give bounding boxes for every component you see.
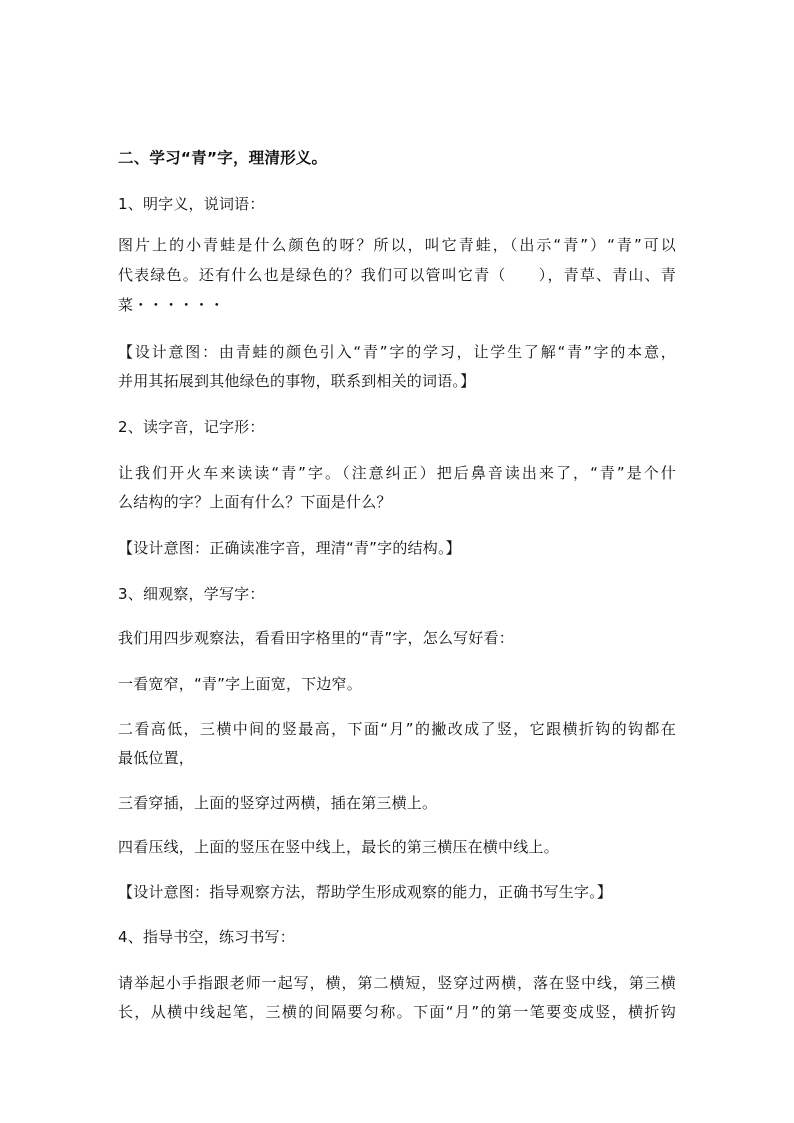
design-intent-note: 【设计意图：由青蛙的颜色引入“青”字的学习，让学生了解“青”字的本意，: [118, 343, 676, 361]
paragraph-line: 长，从横中线起笔，三横的间隔要匀称。下面“月”的第一笔要变成竖，横折钩: [118, 1003, 676, 1021]
paragraph-line: 图片上的小青蛙是什么颜色的呀？所以，叫它青蛙，（出示“青”）“青”可以: [118, 236, 676, 254]
subheading-2: 2、读字音，记字形：: [118, 418, 265, 436]
paragraph-line: 让我们开火车来读读“青”字。（注意纠正）把后鼻音读出来了，“青”是个什: [118, 464, 676, 482]
paragraph-line: 最低位置，: [118, 749, 195, 767]
paragraph-line: 我们用四步观察法，看看田字格里的“青”字，怎么写好看：: [118, 629, 514, 647]
paragraph-line: 一看宽窄，“青”字上面宽，下边窄。: [118, 675, 362, 693]
paragraph-line: 请举起小手指跟老师一起写，横，第二横短，竖穿过两横，落在竖中线，第三横: [118, 974, 676, 992]
paragraph-line: 二看高低，三横中间的竖最高，下面“月”的撇改成了竖，它跟横折钩的钩都在: [118, 720, 676, 738]
subheading-3: 3、细观察，学写字：: [118, 585, 265, 603]
design-intent-note: 【设计意图：正确读准字音，理清“青”字的结构。】: [118, 539, 461, 557]
subheading-4: 4、指导书空，练习书写：: [118, 928, 295, 946]
design-intent-note: 并用其拓展到其他绿色的事物，联系到相关的词语。】: [118, 372, 476, 390]
design-intent-note: 【设计意图：指导观察方法，帮助学生形成观察的能力，正确书写生字。】: [118, 883, 613, 901]
paragraph-line: 代表绿色。还有什么也是绿色的？我们可以管叫它青（ ），青草、青山、青: [118, 266, 676, 284]
paragraph-line: 菜・・・・・・: [118, 296, 225, 314]
section-heading: 二、学习“青”字，理清形义。: [118, 149, 328, 167]
subheading-1: 1、明字义，说词语：: [118, 195, 265, 213]
paragraph-line: 么结构的字？上面有什么？下面是什么？: [118, 493, 392, 511]
paragraph-line: 三看穿插，上面的竖穿过两横，插在第三横上。: [118, 794, 438, 812]
paragraph-line: 四看压线，上面的竖压在竖中线上，最长的第三横压在横中线上。: [118, 838, 559, 856]
